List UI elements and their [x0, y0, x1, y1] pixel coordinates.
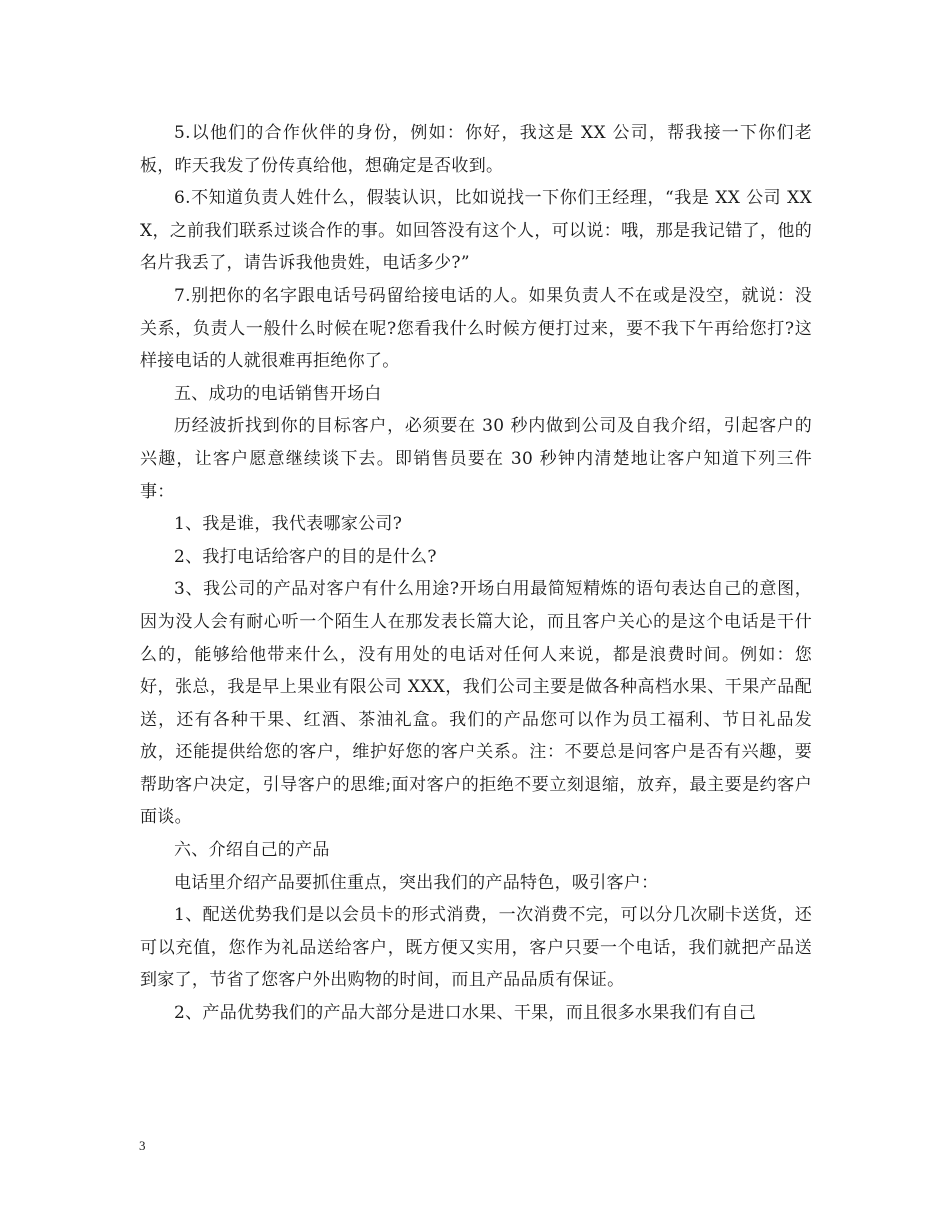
paragraph-opening-intro: 历经波折找到你的目标客户，必须要在 30 秒内做到公司及自我介绍，引起客户的兴趣，让客户愿意继续谈下去。即销售员要在 30 秒钟内清楚地让客户知道下列三件事： [140, 416, 812, 502]
paragraph-item-6: 6.不知道负责人姓什么，假装认识，比如说找一下你们王经理，“我是 XX 公司 XXX，之前我们联系过谈合作的事。如回答没有这个人，可以说：哦，那是我记错了，他的名片我丢了，请告诉我他贵姓，电话多少?” [140, 188, 812, 274]
section-heading-opening: 五、成功的电话销售开场白 [174, 383, 382, 404]
document-body [140, 117, 812, 1030]
paragraph-item-7: 7.别把你的名字跟电话号码留给接电话的人。如果负责人不在或是没空，就说：没关系，负责人一般什么时候在呢?您看我什么时候方便打过来，要不我下午再给您打?这样接电话的人就很难再拒绝你了。 [140, 285, 812, 372]
section-heading-product: 六、介绍自己的产品 [174, 840, 330, 861]
list-item-2: 2、我打电话给客户的目的是什么? [174, 546, 437, 567]
list-item-1: 1、我是谁，我代表哪家公司? [174, 514, 403, 535]
paragraph-product-intro: 电话里介绍产品要抓住重点，突出我们的产品特色，吸引客户： [174, 872, 659, 893]
product-advantage-delivery: 1、配送优势我们是以会员卡的形式消费，一次消费不完，可以分几次刷卡送货，还可以充值，您作为礼品送给客户，既方便又实用，客户只要一个电话，我们就把产品送到家了，节省了您客户外出购物的时间，而且产品品质有保证。 [140, 905, 812, 991]
page-number: 3 [139, 1138, 146, 1153]
paragraph-item-5: 5.以他们的合作伙伴的身份，例如：你好，我这是 XX 公司，帮我接一下你们老板，昨天我发了份传真给他，想确定是否收到。 [140, 123, 812, 176]
list-item-3: 3、我公司的产品对客户有什么用途?开场白用最简短精炼的语句表达自己的意图，因为没人会有耐心听一个陌生人在那发表长篇大论，而且客户关心的是这个电话是干什么的，能够给他带来什么，没有用处的电话对任何人来说，都是浪费时间。例如：您好，张总，我是早上果业有限公司 XXX，我们公司主要是做各种高档水果、干果产品配送，还有各种干果、红酒、茶油礼盒。我们的产品您可以作为员工福利、节日礼品发放，还能提供给您的客户，维护好您的客户关系。注：不要总是问客户是否有兴趣，要帮助客户决定，引导客户的思维;面对客户的拒绝不要立刻退缩，放弃，最主要是约客户面谈。 [140, 579, 812, 828]
product-advantage-quality: 2、产品优势我们的产品大部分是进口水果、干果，而且很多水果我们有自己 [174, 1003, 757, 1024]
